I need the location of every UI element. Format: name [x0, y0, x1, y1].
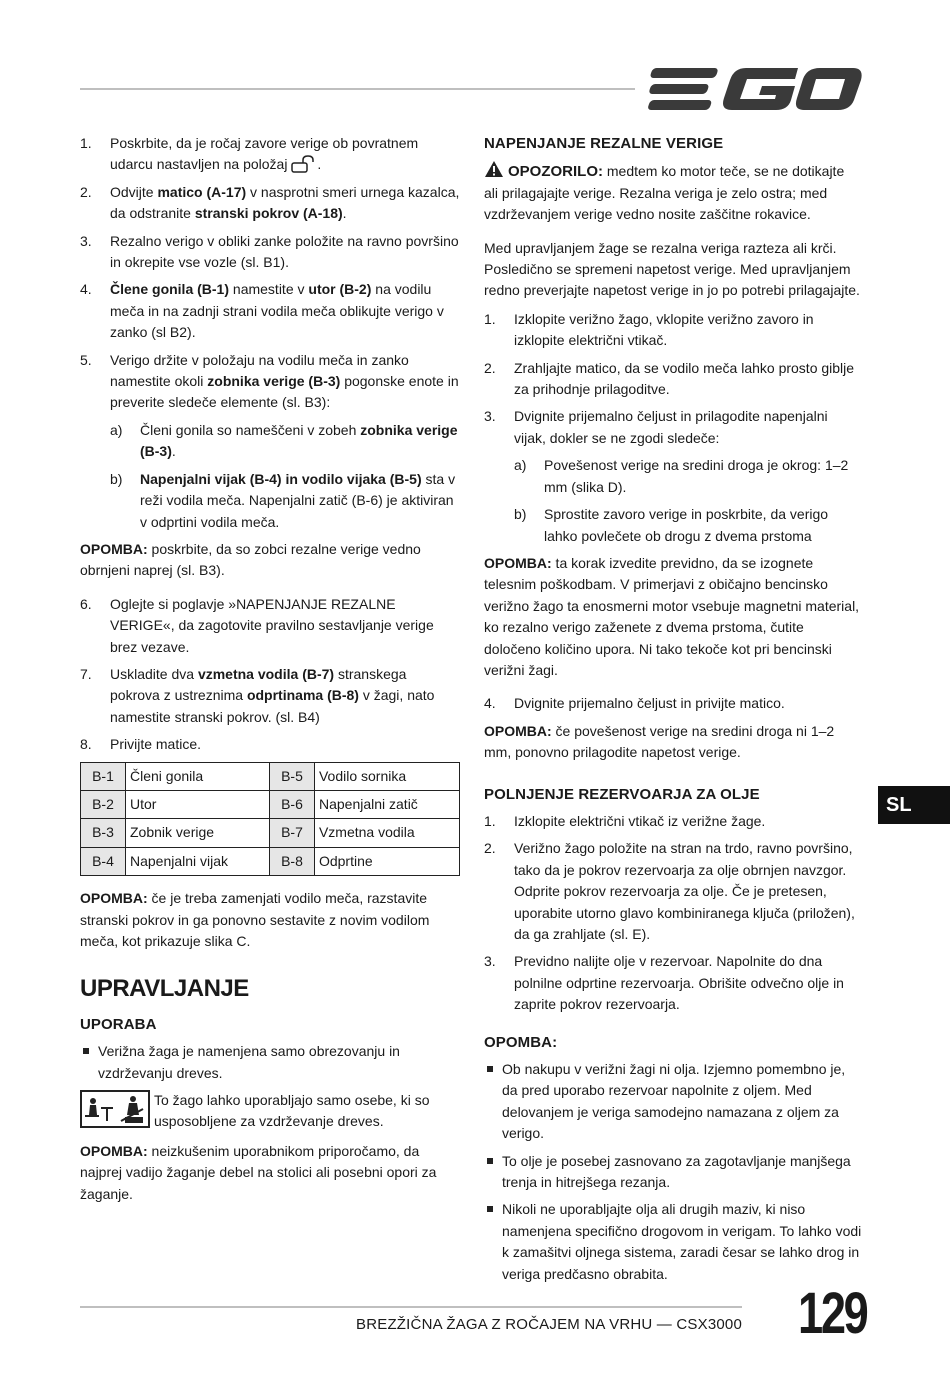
list-item: Nikoli ne uporabljajte olja ali drugih maziv, ki niso namenjena specifično drogovom in verigam. To lahko vodi k zamašitvi oljnega sistema, zaradi česar se lahko drog in veriga predčasno obrabita. [484, 1199, 862, 1285]
assembly-steps-cont [80, 594, 460, 756]
tension-steps [484, 309, 862, 547]
warning-icon [484, 160, 504, 178]
list-item: 2. Verižno žago položite na stran na trdo, ravno površino, tako da je pokrov rezervoarja za olje obrnjen navzgor. Odprite pokrov rezervoarja za olje. Če je pretesen, uporabite utorno glavo kombiniranega ključa (priložen), da ga zrahljate (sl. E). [484, 840, 855, 942]
subsection-title: UPORABA [80, 1015, 157, 1033]
list-item: 2. Zrahljajte matico, da se vodilo meča lahko prosto giblje za prihodnje prilagoditve. [484, 359, 855, 398]
note-heading: OPOMBA: [484, 1033, 558, 1051]
list-item: 7. Uskladite dva vzmetna vodila (B-7) stranskega pokrova z ustreznima odprtinama (B-8) v žagi, nato namestite stranski pokrov. (sl. B4) [80, 665, 435, 725]
list-item: 1. Izklopite električni vtikač iz verižne žage. [484, 812, 766, 829]
list-item: To olje je posebej zasnovano za zagotavljanje manjšega trenja in hitrejšega rezanja. [484, 1151, 862, 1194]
bullet-icon [487, 1066, 493, 1072]
list-item: 1. Izklopite verižno žago, vklopite verižno zavoro in izklopite električni vtikač. [484, 310, 814, 349]
assembly-steps [80, 133, 460, 533]
warning: OPOZORILO: medtem ko motor teče, se ne dotikajte ali prilagajajte verige. Rezalna veriga je zelo ostra; med vzdrževanjem verige vedno nosite zaščitne rokavice. [484, 160, 862, 225]
footer-rule [80, 1306, 742, 1308]
list-item: b) Sprostite zavoro verige in poskrbite, da verigo lahko povlečete ob drogu z dvema prstoma [514, 506, 829, 544]
trained-operator-icon [80, 1090, 150, 1128]
list-item: 4. Člene gonila (B-1) namestite v utor (B-2) na vodilu meča in na zadnji strani vodila meča oblikujte verigo v zanko (sl B2). [80, 281, 444, 341]
operator-notice: To žago lahko uporabljajo samo osebe, ki so usposobljene za vzdrževanje dreves. [80, 1090, 460, 1133]
oil-steps [484, 811, 862, 1016]
list-item: 4. Dvignite prijemalno čeljust in privijte matico. [484, 695, 785, 712]
list-item: 8. Privijte matice. [80, 736, 202, 753]
list-item: a) Členi gonila so nameščeni v zobeh zobnika verige (B-3). [110, 421, 458, 460]
table-row: B-1 Členi gonila B-5 Vodilo sornika [81, 762, 460, 790]
footer-title: BREZŽIČNA ŽAGA Z ROČAJEM NA VRHU — CSX3000 [356, 1316, 742, 1333]
table-row: B-4 Napenjalni vijak B-8 Odprtine [81, 847, 460, 875]
section-title-oil: POLNJENJE REZERVOARJA ZA OLJE [484, 785, 760, 803]
list-item: 2. Odvijte matico (A-17) v nasprotni smeri urnega kazalca, da odstranite stranski pokrov (A-18). [80, 183, 460, 222]
list-item: 3. Previdno nalijte olje v rezervoar. Napolnite do dna polnilne odprtine rezervoarja. Obrišite odvečno olje in zaprite pokrov rezervoarja. [484, 953, 844, 1013]
right-column [484, 133, 862, 1291]
list-item: 5. Verigo držite v položaju na vodilu meča in zanko namestite okoli zobnika verige (B-3) pogonske enote in preverite sledeče elemente (sl. B3): a) Členi gonila so nameščeni v zobeh zobnika verige (B-3). b) Napenjalni vijak (B-4) in vodilo vijaka (B-5) sta v reži vodila meča. Napenjalni zatič (B-6) je aktiviran v odprtini vodila meča. [80, 350, 460, 533]
list-item: Verižna žaga je namenjena samo obrezovanju in vzdrževanju dreves. [80, 1041, 460, 1084]
unlocked-brake-icon [291, 155, 317, 173]
left-column [80, 133, 460, 1212]
list-item: a) Povešenost verige na sredini droga je okrog: 1–2 mm (slika D). [514, 457, 849, 495]
paragraph: Med upravljanjem žage se rezalna veriga razteza ali krči. Posledično se spremeni napetost verige. Med upravljanjem redno preverjajte napetost verige in jo po potrebi prilagajajte. [484, 239, 860, 299]
list-item: Ob nakupu v verižni žagi ni olja. Izjemno pomembno je, da pred uporabo rezervoar napolnite z oljem. Med delovanjem je veriga samodejno namazana z oljem za verigo. [484, 1059, 862, 1145]
parts-table [80, 762, 460, 877]
note: OPOMBA: če povešenost verige na sredini droga ni 1–2 mm, ponovno prilagodite napetost verige. [484, 722, 835, 761]
tension-substeps [514, 455, 862, 547]
list-item: 1. Poskrbite, da je ročaj zavore verige ob povratnem udarcu nastavljen na položaj . [80, 135, 419, 173]
page-number: 129 [798, 1281, 867, 1346]
table-row: B-3 Zobnik verige B-7 Vzmetna vodila [81, 819, 460, 847]
bullet-icon [487, 1206, 493, 1212]
language-tab: SL [878, 786, 950, 824]
note: OPOMBA: ta korak izvedite previdno, da se izognete telesnim poškodbam. V primerjavi z običajno bencinsko verižno žago ta enosmerni motor vsebuje magnetni material, ko rezalno verigo zaženete z dvema prstoma, čutite določeno količino upora. Ni tako tekoče kot pri bencinski verižni žagi. [484, 554, 860, 678]
bullet-icon [487, 1158, 493, 1164]
list-item: 3. Dvignite prijemalno čeljust in prilagodite napenjalni vijak, dokler se ne zgodi sledeče: a) Povešenost verige na sredini droga je okrog: 1–2 mm (slika D). b) Sprostite zavoro verige in poskrbite, da verigo lahko povlečete ob drogu z dvema prstoma [484, 406, 862, 546]
list-item: b) Napenjalni vijak (B-4) in vodilo vijaka (B-5) sta v reži vodila meča. Napenjalni zatič (B-6) je aktiviran v odprtini vodila meča. [110, 470, 456, 530]
note: OPOMBA: neizkušenim uporabnikom priporočamo, da najprej vadijo žaganje debel na stolici ali posebni opori za žaganje. [80, 1142, 437, 1202]
tension-steps-cont [484, 693, 862, 714]
list-item: 3. Rezalno verigo v obliki zanke položite na ravno površino in okrepite vse vozle (sl. B1). [80, 232, 459, 271]
header-rule [80, 88, 635, 90]
table-row: B-2 Utor B-6 Napenjalni zatič [81, 790, 460, 818]
section-title: UPRAVLJANJE [80, 975, 249, 1003]
bullet-icon [83, 1048, 89, 1054]
note: OPOMBA: poskrbite, da so zobci rezalne verige vedno obrnjeni naprej (sl. B3). [80, 540, 421, 579]
ego-logo [648, 64, 863, 114]
section-title-chain-tension: NAPENJANJE REZALNE VERIGE [484, 135, 724, 152]
list-item: 6. Oglejte si poglavje »NAPENJANJE REZALNE VERIGE«, da zagotovite pravilno sestavljanje verige brez vezave. [80, 595, 434, 655]
usage-bullets [80, 1041, 460, 1084]
note: OPOMBA: če je treba zamenjati vodilo meča, razstavite stranski pokrov in ga ponovno sestavite z novim vodilom meča, kot prikazuje slika C. [80, 890, 430, 949]
check-substeps [110, 420, 460, 533]
oil-bullets [484, 1059, 862, 1285]
